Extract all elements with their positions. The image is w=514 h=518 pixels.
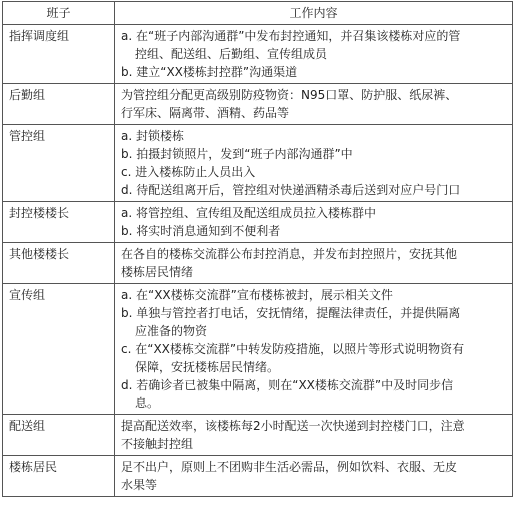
content-line: 应准备的物资 xyxy=(135,324,208,338)
team-name: 宣传组 xyxy=(3,284,115,415)
content-line: b. 单独与管控者打电话，安抚情绪，提醒法律责任，并提供隔离 xyxy=(121,306,461,320)
table-row xyxy=(3,284,513,415)
table-row xyxy=(3,202,513,243)
content-line: a. 封锁楼栋 xyxy=(121,129,184,143)
content-line: 提高配送效率，该楼栋每2小时配送一次快递到封控楼门口，注意 xyxy=(121,419,465,433)
work-content xyxy=(115,84,513,125)
content-line: a. 将管控组、宣传组及配送组成员拉入楼栋群中 xyxy=(121,206,376,220)
content-line: 为管控组分配更高级别防疫物资：N95口罩、防护服、纸尿裤、 xyxy=(121,88,458,102)
table-row xyxy=(3,25,513,84)
header-team: 班子 xyxy=(3,2,115,25)
content-line: 控组、配送组、后勤组、宣传组成员 xyxy=(135,47,328,61)
team-name: 封控楼楼长 xyxy=(3,202,115,243)
team-name: 管控组 xyxy=(3,125,115,202)
content-line: c. 在“XX楼栋交流群”中转发防疫措施，以照片等形式说明物资有 xyxy=(121,342,465,356)
content-line: c. 进入楼栋防止人员出入 xyxy=(121,165,256,179)
team-name: 指挥调度组 xyxy=(3,25,115,84)
content-line: 不接触封控组 xyxy=(121,437,194,451)
content-line: 在各自的楼栋交流群公布封控消息，并发布封控照片，安抚其他 xyxy=(121,247,458,261)
work-content xyxy=(115,125,513,202)
table-row xyxy=(3,125,513,202)
content-line: d. 待配送组离开后，管控组对快递酒精杀毒后送到对应户号门口 xyxy=(121,183,461,197)
table-body xyxy=(3,25,513,497)
table-row xyxy=(3,415,513,456)
team-name: 后勤组 xyxy=(3,84,115,125)
team-name: 其他楼楼长 xyxy=(3,243,115,284)
content-line: 足不出户，原则上不团购非生活必需品，例如饮料、衣服、无皮 xyxy=(121,460,458,474)
table-row xyxy=(3,243,513,284)
work-content xyxy=(115,202,513,243)
content-line: a. 在“班子内部沟通群”中发布封控通知，并召集该楼栋对应的管 xyxy=(121,29,461,43)
team-name: 楼栋居民 xyxy=(3,456,115,497)
duty-table xyxy=(2,1,513,497)
content-line: d. 若确诊者已被集中隔离，则在“XX楼栋交流群”中及时同步信 xyxy=(121,378,454,392)
work-content xyxy=(115,284,513,415)
work-content xyxy=(115,243,513,284)
content-line: 行军床、隔离带、酒精、药品等 xyxy=(121,106,290,120)
team-name: 配送组 xyxy=(3,415,115,456)
content-line: b. 将实时消息通知到不便利者 xyxy=(121,224,281,238)
content-line: b. 建立“XX楼栋封控群”沟通渠道 xyxy=(121,65,298,79)
content-line: 息。 xyxy=(135,396,160,410)
document xyxy=(0,1,514,518)
work-content xyxy=(115,25,513,84)
work-content xyxy=(115,456,513,497)
content-line: 水果等 xyxy=(121,478,158,492)
table-row xyxy=(3,456,513,497)
table-row xyxy=(3,84,513,125)
work-content xyxy=(115,415,513,456)
table-header-row xyxy=(3,2,513,25)
content-line: b. 拍摄封锁照片，发到“班子内部沟通群”中 xyxy=(121,147,353,161)
header-content: 工作内容 xyxy=(115,2,513,25)
content-line: 保障，安抚楼栋居民情绪。 xyxy=(135,360,280,374)
content-line: 楼栋居民情绪 xyxy=(121,265,194,279)
content-line: a. 在“XX楼栋交流群”宣布楼栋被封，展示相关文件 xyxy=(121,288,393,302)
